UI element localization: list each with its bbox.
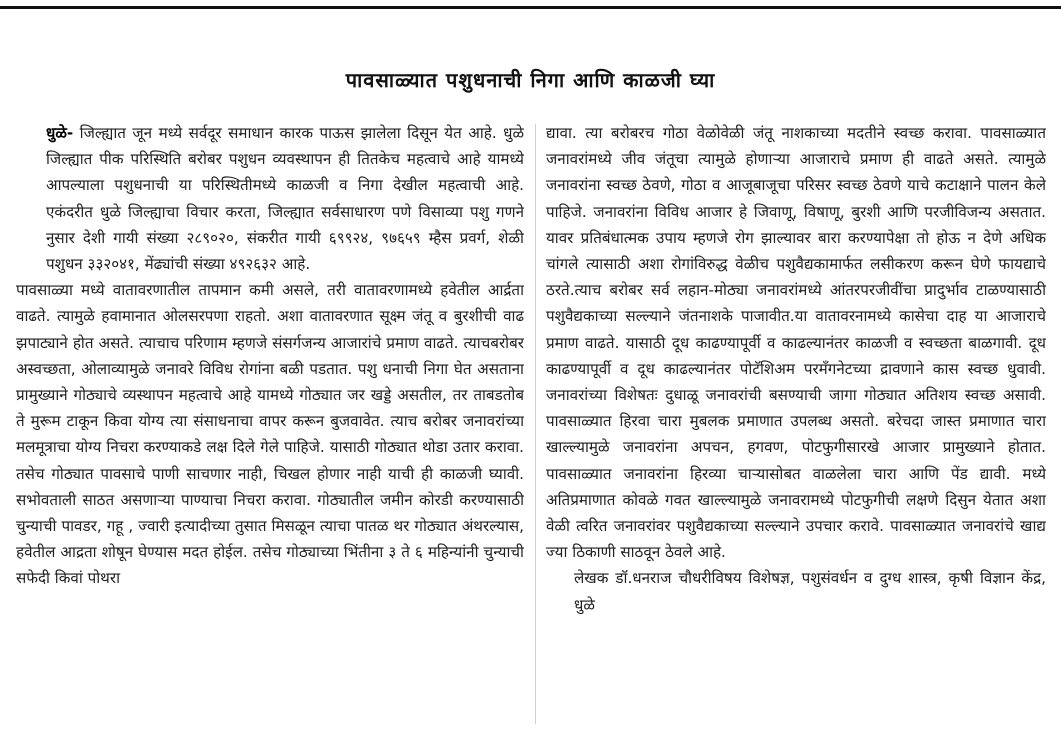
author-credit: लेखक डॉ.धनराज चौधरीविषय विशेषज्ञ, पशुसंवर्धन व दुग्ध शास्त्र, कृषी विज्ञान केंद्र, धुळे — [574, 569, 1046, 614]
article-headline: पावसाळ्यात पशुधनाची निगा आणि काळजी घ्या — [345, 68, 716, 93]
paragraph-1 — [16, 120, 524, 277]
paragraph-2: पावसाळ्या मध्ये वातावरणातील तापमान कमी असले, तरी वातावरणामध्ये हवेतील आर्द्रता वाढते. त्यामुळे हवामानात ओलसरपणा राहतो. अशा वातावरणात सूक्ष्म जंतू व बुरशीची वाढ झपाट्याने होत असते. त्याचाच परिणाम म्हणजे संसर्गजन्य आजारांचे प्रमाण वाढते. त्याचबरोबर अस्वच्छता, ओलाव्यामुळे जनावरे विविध रोगांना बळी पडतात. पशु धनाची निगा घेत असताना प्रामुख्याने गोठ्याचे व्यस्थापन महत्वाचे आहे यामध्ये गोठ्यात जर खड्डे असतील, तर ताबडतोब ते मुरूम टाकून किवा योग्य त्या संसाधनाचा वापर करून बुजवावेत. त्याच बरोबर जनावरांच्या मलमूत्राचा योग्य निचरा करण्याकडे लक्ष दिले गेले पाहिजे. यासाठी गोठ्यात थोडा उतार करावा. तसेच गोठ्यात पावसाचे पाणी साचणार नाही, चिखल होणार नाही याची ही काळजी घ्यावी. सभोवताली साठत असणाऱ्या पाण्याचा निचरा करावा. गोठ्यातील जमीन कोरडी करण्यासाठी चुन्याची पावडर, गहू , ज्वारी इत्यादीच्या तुसात मिसळून त्याचा पातळ थर गोठ्यात अंथरल्यास, हवेतील आद्रता शोषून घेण्यास मदत होईल. तसेच गोठ्याच्या भिंतीना ३ ते ६ महिन्यांनी चुन्याची सफेदी किवां पोथरा — [16, 281, 524, 588]
article-body — [16, 120, 1046, 730]
top-rule — [0, 6, 1061, 9]
column-divider — [535, 124, 536, 724]
right-column — [546, 120, 1046, 730]
paragraph-3: द्यावा. त्या बरोबरच गोठा वेळोवेळी जंतू नाशकाच्या मदतीने स्वच्छ करावा. पावसाळ्यात जनावरांमध्ये जीव जंतूचा त्यामुळे होणाऱ्या आजाराचे प्रमाण ही वाढते असते. त्यामुळे जनावरांना स्वच्छ ठेवणे, गोठा व आजूबाजूचा परिसर स्वच्छ ठेवणे याचे कटाक्षाने पालन केले पाहिजे. जनावरांना विविध आजार हे जिवाणू, विषाणू, बुरशी आणि परजीविजन्य असतात. यावर प्रतिबंधात्मक उपाय म्हणजे रोग झाल्यावर बारा करण्यापेक्षा तो होऊ न देणे अधिक चांगले त्यासाठी अशा रोगांविरुद्ध वेळीच पशुवैद्यकामार्फत लसीकरण करून घेणे फायद्याचे ठरते.त्याच बरोबर सर्व लहान-मोठ्या जनावरांमध्ये आंतरपरजीवींचा प्रादुर्भाव टाळण्यासाठी पशुवैद्यकाच्या सल्ल्याने जंतनाशके पाजावीत.या वातावरनामध्ये कासेचा दाह या आजाराचे प्रमाण वाढते. यासाठी दूध काढण्यापूर्वी व काढल्यानंतर काळजी व स्वच्छता बाळगावी. दूध काढण्यापूर्वी व दूध काढल्यानंतर पोटॅशिअम परमँगनेटच्या द्रावणाने कास स्वच्छ धुवावी. जनावरांच्या विशेषतः दुधाळू जनावरांची बसण्याची जागा गोठ्यात अतिशय स्वच्छ असावी. पावसाळ्यात हिरवा चारा मुबलक प्रमाणात उपलब्ध असतो. बरेचदा जास्त प्रमाणात चारा खाल्ल्यामुळे जनावरांना अपचन, हगवण, पोटफुगीसारखे आजार प्रामुख्याने होतात. पावसाळ्यात जनावरांना हिरव्या चाऱ्यासोबत वाळलेला चारा आणि पेंड द्यावी. मध्ये अतिप्रमाणात कोवळे गवत खाल्ल्यामुळे जनावरामध्ये पोटफुगीची लक्षणे दिसुन येतात अशा वेळी त्वरित जनावरांवर पशुवैद्यकाच्या सल्ल्याने उपचार करावे. पावसाळ्यात जनावरांचे खाद्य ज्या ठिकाणी साठवून ठेवले आहे. — [546, 124, 1046, 562]
left-column — [16, 120, 524, 730]
paragraph-1-text: जिल्ह्यात जून मध्ये सर्वदूर समाधान कारक पाऊस झालेला दिसून येत आहे. धुळे जिल्ह्यात पीक परिस्थिति बरोबर पशुधन व्यवस्थापन ही तितकेच महत्वाचे आहे यामध्ये आपल्याला पशुधनाची या परिस्थितीमध्ये काळजी व निगा देखील महत्वाची आहे. एकंदरीत धुळे जिल्ह्याचा विचार करता, जिल्ह्यात सर्वसाधारण पणे विसाव्या पशु गणने नुसार देशी गायी संख्या २८९०२०, संकरीत गायी ६९९२४, ९७६५९ म्हैस प्रवर्ग, शेळी पशुधन ३३२०४१, मेंढ्यांची संख्या ४९२६३२ आहे. — [46, 124, 524, 274]
dateline: धुळे- — [46, 124, 74, 142]
